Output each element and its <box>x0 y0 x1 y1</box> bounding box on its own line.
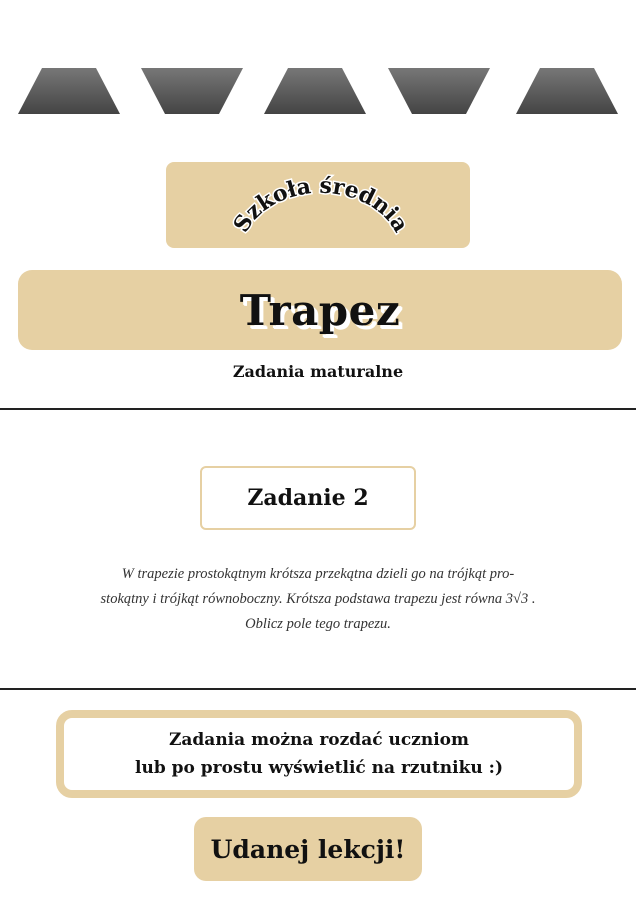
task-title-box <box>200 466 416 530</box>
task-statement <box>70 562 566 637</box>
trapezoid-icon <box>139 66 245 116</box>
trapezoid-decoration-row <box>0 66 636 118</box>
title-banner <box>18 270 622 350</box>
task-title: Zadanie 2 <box>247 485 369 511</box>
teacher-note-line: Zadania można rozdać uczniom <box>169 730 469 750</box>
trapezoid-icon <box>514 66 620 116</box>
school-level-text: Szkoła średnia <box>228 172 414 238</box>
task-statement-line: W trapezie prostokątnym krótsza przekątna dzieli go na trójkąt pro- <box>121 566 515 582</box>
svg-text:Szkoła średnia <box>228 173 413 237</box>
task-statement-line: stokątny i trójkąt równoboczny. Krótsza podstawa trapezu jest równa 3√3 . <box>100 591 536 607</box>
page-title: Trapez <box>239 285 401 335</box>
school-level-banner <box>166 162 470 248</box>
divider <box>0 688 636 690</box>
trapezoid-icon <box>262 66 368 116</box>
page-subtitle: Zadania maturalne <box>232 362 404 381</box>
teacher-note-line: lub po prostu wyświetlić na rzutniku :) <box>135 758 503 778</box>
divider <box>0 408 636 410</box>
teacher-note-box <box>56 710 582 798</box>
closing-text: Udanej lekcji! <box>210 834 406 864</box>
closing-banner <box>194 817 422 881</box>
trapezoid-icon <box>16 66 122 116</box>
trapezoid-icon <box>386 66 492 116</box>
task-statement-line: Oblicz pole tego trapezu. <box>245 616 391 632</box>
